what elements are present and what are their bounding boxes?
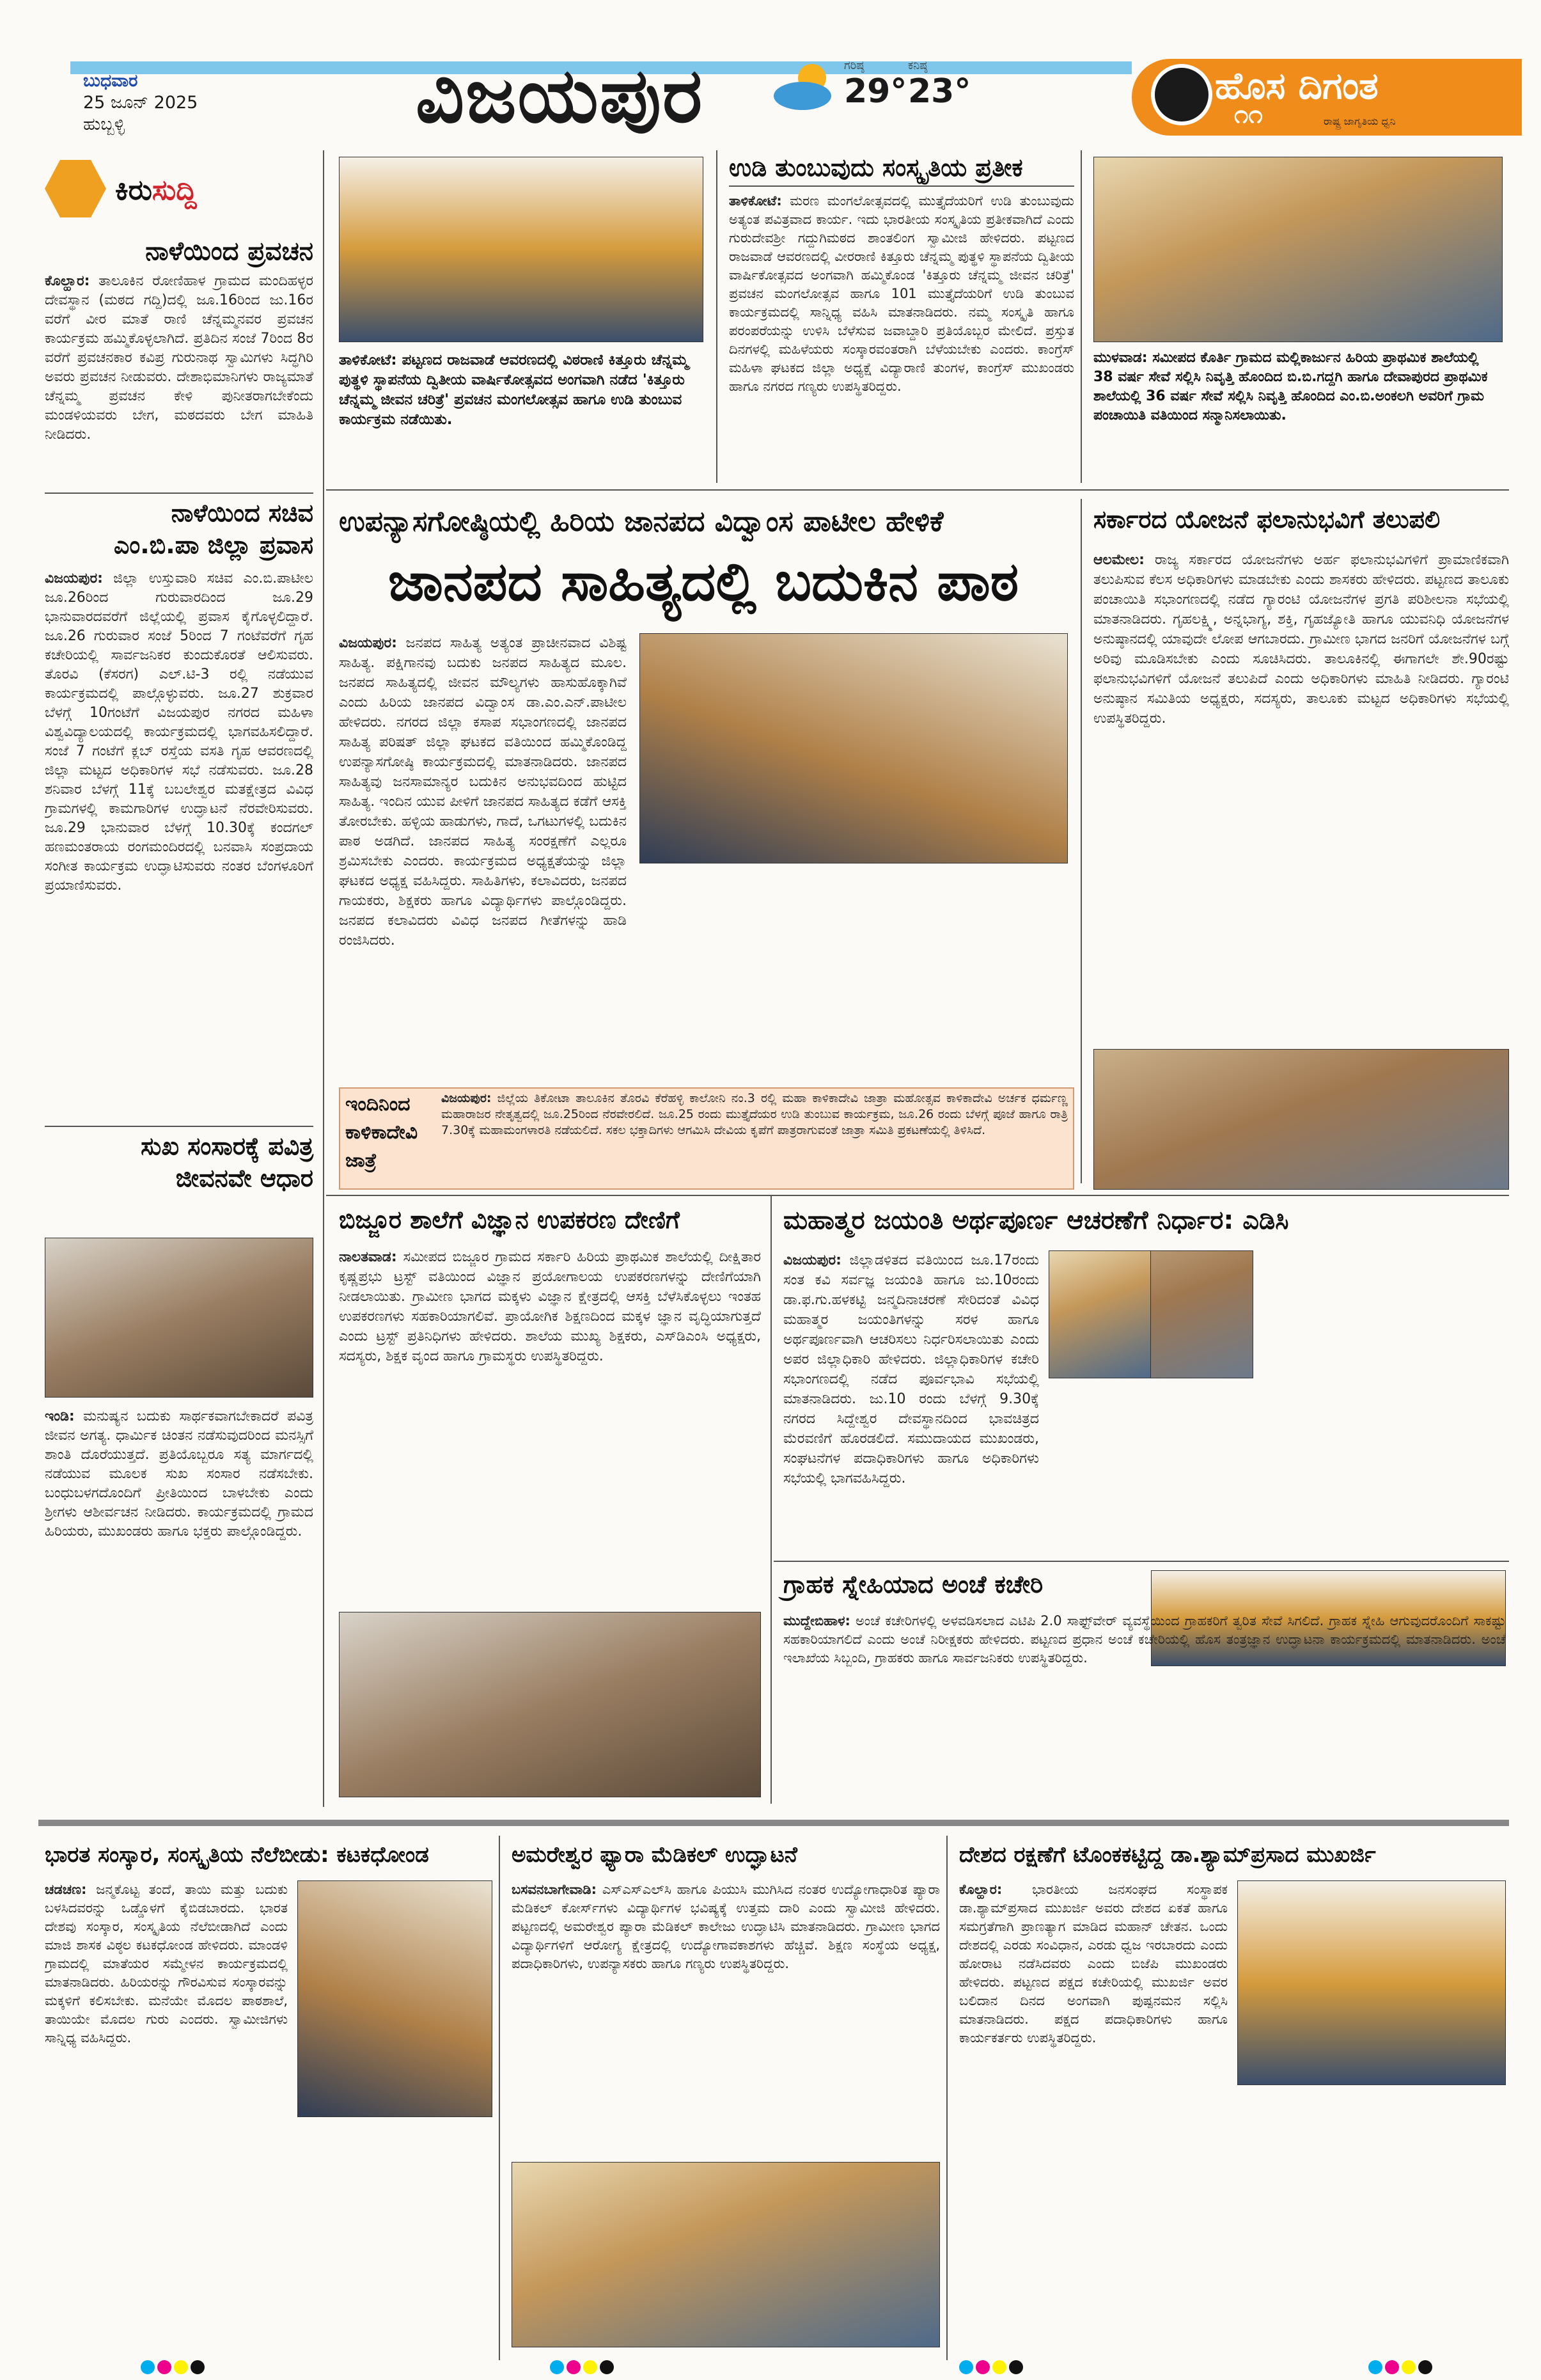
max-temp-value: 29° <box>844 72 907 111</box>
bijjur-dateline: ನಾಲತವಾಡ: <box>339 1249 397 1265</box>
column-rule <box>1081 150 1082 483</box>
brand-tagline: ರಾಷ್ಟ್ರ ಜಾಗೃತಿಯ ಧ್ವನಿ <box>1324 115 1396 127</box>
kaladevi-title-2: ಕಾಳಿಕಾದೇವಿ <box>345 1121 418 1144</box>
page-title: ವಿಜಯಪುರ <box>416 51 704 139</box>
min-temp-label: ಕನಿಷ್ಠ <box>908 59 928 72</box>
bijjur-photo <box>339 1612 761 1797</box>
divider <box>326 1195 1509 1196</box>
brand-emblem-icon <box>1151 64 1212 125</box>
mahatmara-photo-2 <box>1049 1250 1151 1378</box>
black-dot-icon <box>1009 2360 1023 2374</box>
udi-dateline: ತಾಳಿಕೋಟೆ: <box>729 193 782 209</box>
cyan-dot-icon <box>550 2360 564 2374</box>
kiru-item-3-headline-2: ಜೀವನವೇ ಆಧಾರ <box>175 1164 313 1192</box>
mulwad-caption: ಮುಳವಾಡ: ಸಮೀಪದ ಕೊರ್ತಿ ಗ್ರಾಮದ ಮಲ್ಲಿಕಾರ್ಜುನ ಹಿರಿಯ ಪ್ರಾಥಮಿಕ ಶಾಲೆಯಲ್ಲಿ 38 ವರ್ಷ ಸೇವೆ ಸಲ್ಲಿಸಿ ನಿವೃತ್ತಿ ಹೊಂದಿದ ಬಿ.ಬಿ.ಗದ್ದಗಿ ಹಾಗೂ ದೇವಾಪುರದ ಪ್ರಾಥಮಿಕ ಶಾಲೆಯಲ್ಲಿ 36 ವರ್ಷ ಸೇವೆ ಸಲ್ಲಿಸಿ ನಿವೃತ್ತಿ ಹೊಂದಿದ ಎಂ.ಬಿ.ಅಂಕಲಗಿ ಅವರಿಗೆ ಗ್ರಾಮ ಪಂಚಾಯಿತಿ ವತಿಯಿಂದ ಸನ್ಮಾನಿಸಲಾಯಿತು. <box>1093 350 1488 423</box>
divider <box>45 1126 313 1127</box>
bijjur-body <box>339 1247 761 1605</box>
talikote-photo-caption: ತಾಳಿಕೋಟೆ: ಪಟ್ಟಣದ ರಾಜವಾಡೆ ಆವರಣದಲ್ಲಿ ವಿಠರಾಣಿ ಕಿತ್ತೂರು ಚೆನ್ನಮ್ಮ ಪುತ್ಥಳಿ ಸ್ಥಾಪನೆಯ ದ್ವಿತೀಯ ವಾರ್ಷಿಕೋತ್ಸವದ ಅಂಗವಾಗಿ ನಡೆದ 'ಕಿತ್ತೂರು ಚೆನ್ನಮ್ಮ ಜೀವನ ಚರಿತ್ರೆ' ಪ್ರವಚನ ಮಂಗಲೋತ್ಸವ ಹಾಗೂ ಉಡಿ ತುಂಬುವ ಕಾರ್ಯಕ್ರಮ ನಡೆಯಿತು. <box>339 352 689 428</box>
shyama-headline: ದೇಶದ ರಕ್ಷಣೆಗೆ ಟೊಂಕಕಟ್ಟಿದ್ದ ಡಾ.ಶ್ಯಾಮ್‌ಪ್ರಸಾದ ಮುಖರ್ಜಿ <box>959 1842 1376 1868</box>
bharata-body <box>45 1880 288 2354</box>
yellow-dot-icon <box>1402 2360 1416 2374</box>
kiru-item-3-photo <box>45 1238 313 1398</box>
kiru-item-2-dateline: ವಿಜಯಪುರ: <box>45 571 103 587</box>
shyama-dateline: ಕೊಲ್ಹಾರ: <box>959 1882 1003 1897</box>
column-rule <box>770 1196 772 1804</box>
kiru-item-2-text: ಜಿಲ್ಲಾ ಉಸ್ತುವಾರಿ ಸಚಿವ ಎಂ.ಬಿ.ಪಾಟೀಲ ಜೂ.26ರಿಂದ ಗುರುವಾರದಿಂದ ಜೂ.29 ಭಾನುವಾರದವರೆಗೆ ಜಿಲ್ಲೆಯಲ್ಲಿ ಪ್ರವಾಸ ಕೈಗೊಳ್ಳಲಿದ್ದಾರೆ. ಜೂ.26 ಗುರುವಾರ ಸಂಜೆ 5ರಿಂದ 7 ಗಂಟೆವರೆಗೆ ಗೃಹ ಕಚೇರಿಯಲ್ಲಿ ಸಾರ್ವಜನಿಕರ ಕುಂದುಕೊರತೆ ಆಲಿಸುವರು. ತೊರವಿ (ಕೆಸರಗ) ಎಲ್.ಟಿ-3 ರಲ್ಲಿ ನಡೆಯುವ ಕಾರ್ಯಕ್ರಮದಲ್ಲಿ ಪಾಲ್ಗೊಳ್ಳುವರು. ಜೂ.27 ಶುಕ್ರವಾರ ಬೆಳಗ್ಗೆ 10ಗಂಟೆಗೆ ವಿಜಯಪುರ ನಗರದ ಮಹಿಳಾ ವಿಶ್ವವಿದ್ಯಾಲಯದಲ್ಲಿ ಕಾರ್ಯಕ್ರಮದಲ್ಲಿ ಭಾಗವಹಿಸಲಿದ್ದಾರೆ. ಸಂಜೆ 7 ಗಂಟೆಗೆ ಕ್ಲಬ್ ರಸ್ತೆಯ ವಸತಿ ಗೃಹ ಆವರಣದಲ್ಲಿ ಜಿಲ್ಲಾ ಮಟ್ಟದ ಅಧಿಕಾರಿಗಳ ಸಭೆ ನಡೆಸುವರು. ಜೂ.28 ಶನಿವಾರ ಬೆಳಗ್ಗೆ 11ಕ್ಕೆ ಬಬಲೇಶ್ವರ ಮತಕ್ಷೇತ್ರದ ವಿವಿಧ ಗ್ರಾಮಗಳಲ್ಲಿ ಕಾಮಗಾರಿಗಳ ಉದ್ಘಾಟನೆ ನೆರವೇರಿಸುವರು. ಜೂ.29 ಭಾನುವಾರ ಬೆಳಗ್ಗೆ 10.30ಕ್ಕೆ ಕಂದಗಲ್ ಹಣಮಂತರಾಯ ರಂಗಮಂದಿರದಲ್ಲಿ ಬನವಾಸಿ ಸಂಪ್ರದಾಯ ಸಂಗೀತ ಕಾರ್ಯಕ್ರಮ ಉದ್ಘಾಟಿಸುವರು ನಂತರ ಬೆಂಗಳೂರಿಗೆ ಪ್ರಯಾಣಿಸುವರು. <box>45 571 313 894</box>
amareshwar-text: ಎಸ್‌ಎಸ್‌ಎಲ್‌ಸಿ ಹಾಗೂ ಪಿಯುಸಿ ಮುಗಿಸಿದ ನಂತರ ಉದ್ಯೋಗಾಧಾರಿತ ಪ್ಯಾರಾ ಮೆಡಿಕಲ್ ಕೋರ್ಸ್‌ಗಳು ವಿದ್ಯಾರ್ಥಿಗಳ ಭವಿಷ್ಯಕ್ಕೆ ಉತ್ತಮ ದಾರಿ ಎಂದು ಸ್ವಾಮೀಜಿ ಹೇಳಿದರು. ಪಟ್ಟಣದಲ್ಲಿ ಅಮರೇಶ್ವರ ಪ್ಯಾರಾ ಮೆಡಿಕಲ್ ಕಾಲೇಜು ಉದ್ಘಾಟಿಸಿ ಮಾತನಾಡಿದರು. ಗ್ರಾಮೀಣ ಭಾಗದ ವಿದ್ಯಾರ್ಥಿಗಳಿಗೆ ಆರೋಗ್ಯ ಕ್ಷೇತ್ರದಲ್ಲಿ ಉದ್ಯೋಗಾವಕಾಶಗಳು ಹೆಚ್ಚಿವೆ. ಶಿಕ್ಷಣ ಸಂಸ್ಥೆಯ ಅಧ್ಯಕ್ಷ, ಪದಾಧಿಕಾರಿಗಳು, ಉಪನ್ಯಾಸಕರು ಹಾಗೂ ಗಣ್ಯರು ಉಪಸ್ಥಿತರಿದ್ದರು. <box>512 1882 940 1971</box>
amareshwar-photo <box>512 2162 940 2347</box>
kaladevi-text: ಜಿಲ್ಲೆಯ ತಿಕೋಟಾ ತಾಲೂಕಿನ ತೊರವಿ ಕೆರೆಹಳ್ಳಿ ಕಾಲೋನಿ ನಂ.3 ರಲ್ಲಿ ಮಹಾ ಕಾಳಿಕಾದೇವಿ ಜಾತ್ರಾ ಮಹೋತ್ಸವ ಕಾಳಿಕಾದೇವಿ ಅರ್ಚಕ ಧರ್ಮಣ್ಣ ಮಹಾರಾಜರ ನೇತೃತ್ವದಲ್ಲಿ ಜೂ.25ರಿಂದ ನೆರವೇರಲಿದೆ. ಜೂ.25 ರಂದು ಮುತ್ತೈದೆಯರ ಉಡಿ ತುಂಬುವ ಕಾರ್ಯಕ್ರಮ, ಜೂ.26 ರಂದು ಬೆಳಗ್ಗೆ ಪೂಜೆ ಹಾಗೂ ರಾತ್ರಿ 7.30ಕ್ಕೆ ಮಹಾಮಂಗಳಾರತಿ ನಡೆಯಲಿದೆ. ಸಕಲ ಭಕ್ತಾದಿಗಳು ಆಗಮಿಸಿ ದೇವಿಯ ಕೃಪೆಗೆ ಪಾತ್ರರಾಗುವಂತೆ ಜಾತ್ರಾ ಸಮಿತಿ ಪ್ರಕಟಣೆಯಲ್ಲಿ ತಿಳಿಸಿದೆ. <box>441 1091 1068 1137</box>
sarkara-body <box>1093 550 1509 1049</box>
registration-marks <box>550 2360 616 2377</box>
kiru-item-3-body <box>45 1407 313 1804</box>
kiru-item-3-headline-1: ಸುಖ ಸಂಸಾರಕ್ಕೆ ಪವಿತ್ರ <box>141 1132 313 1160</box>
registration-marks <box>1368 2360 1435 2377</box>
kiru-item-3-dateline: ಇಂಡಿ: <box>45 1408 75 1424</box>
udi-body <box>729 192 1074 480</box>
column-rule <box>323 150 324 1807</box>
magenta-dot-icon <box>567 2360 581 2374</box>
kaladevi-title-1: ಇಂದಿನಿಂದ <box>345 1093 411 1115</box>
shyama-body <box>959 1880 1228 2354</box>
kaladevi-dateline: ವಿಜಯಪುರ: <box>441 1091 492 1105</box>
udi-headline: ಉಡಿ ತುಂಬುವುದು ಸಂಸ್ಕೃತಿಯ ಪ್ರತೀಕ <box>729 154 1023 182</box>
black-dot-icon <box>191 2360 205 2374</box>
sarkara-photo <box>1093 1049 1509 1190</box>
amareshwar-dateline: ಬಸವನಬಾಗೇವಾಡಿ: <box>512 1882 597 1897</box>
amareshwar-headline: ಅಮರೇಶ್ವರ ಫ್ಯಾರಾ ಮೆಡಿಕಲ್ ಉದ್ಘಾಟನೆ <box>512 1842 797 1868</box>
magenta-dot-icon <box>1385 2360 1399 2374</box>
kiru-item-2-body <box>45 569 313 1119</box>
divider <box>729 185 1074 187</box>
janapada-text: ಜನಪದ ಸಾಹಿತ್ಯ ಅತ್ಯಂತ ಪ್ರಾಚೀನವಾದ ವಿಶಿಷ್ಟ ಸಾಹಿತ್ಯ. ಪಕ್ಷಿಗಾನವು ಬದುಕು ಜನಪದ ಸಾಹಿತ್ಯದ ಮೂಲ. ಜನಪದ ಸಾಹಿತ್ಯದಲ್ಲಿ ಜೀವನ ಮೌಲ್ಯಗಳು ಹಾಸುಹೊಕ್ಕಾಗಿವೆ ಎಂದು ಹಿರಿಯ ಜಾನಪದ ವಿದ್ವಾಂಸ ಡಾ.ಎಂ.ಎನ್.ಪಾಟೀಲ ಹೇಳಿದರು. ನಗರದ ಜಿಲ್ಲಾ ಕಸಾಪ ಸಭಾಂಗಣದಲ್ಲಿ ಜಾನಪದ ಸಾಹಿತ್ಯ ಪರಿಷತ್ ಜಿಲ್ಲಾ ಘಟಕದ ವತಿಯಿಂದ ಹಮ್ಮಿಕೊಂಡಿದ್ದ ಉಪನ್ಯಾಸಗೋಷ್ಠಿ ಕಾರ್ಯಕ್ರಮದಲ್ಲಿ ಮಾತನಾಡಿದರು. ಜಾನಪದ ಸಾಹಿತ್ಯವು ಜನಸಾಮಾನ್ಯರ ಬದುಕಿನ ಅನುಭವದಿಂದ ಹುಟ್ಟಿದ ಸಾಹಿತ್ಯ. ಇಂದಿನ ಯುವ ಪೀಳಿಗೆ ಜಾನಪದ ಸಾಹಿತ್ಯದ ಕಡೆಗೆ ಆಸಕ್ತಿ ತೋರಬೇಕು. ಹಳ್ಳಿಯ ಹಾಡುಗಳು, ಗಾದೆ, ಒಗಟುಗಳಲ್ಲಿ ಬದುಕಿನ ಪಾಠ ಅಡಗಿದೆ. ಜಾನಪದ ಸಾಹಿತ್ಯ ಸಂರಕ್ಷಣೆಗೆ ಎಲ್ಲರೂ ಶ್ರಮಿಸಬೇಕು ಎಂದರು. ಕಾರ್ಯಕ್ರಮದ ಅಧ್ಯಕ್ಷತೆಯನ್ನು ಜಿಲ್ಲಾ ಘಟಕದ ಅಧ್ಯಕ್ಷ ವಹಿಸಿದ್ದರು. ಸಾಹಿತಿಗಳು, ಕಲಾವಿದರು, ಜನಪದ ಗಾಯಕರು, ಶಿಕ್ಷಕರು ಹಾಗೂ ವಿದ್ಯಾರ್ಥಿಗಳು ಪಾಲ್ಗೊಂಡಿದ್ದರು. ಜನಪದ ಕಲಾವಿದರು ವಿವಿಧ ಜನಪದ ಗೀತೆಗಳನ್ನು ಹಾಡಿ ರಂಜಿಸಿದರು. <box>339 635 627 949</box>
kirusuddi-label-a: ಕಿರು <box>115 174 152 207</box>
bharata-text: ಜನ್ಮಕೊಟ್ಟ ತಂದೆ, ತಾಯಿ ಮತ್ತು ಬದುಕು ಬಳಸಿದವರನ್ನು ಒಡ್ಡೊಳಗೆ ಕೈಬಿಡಬಾರದು. ಭಾರತ ದೇಶವು ಸಂಸ್ಕಾರ, ಸಂಸ್ಕೃತಿಯ ನೆಲೆಬೀಡಾಗಿದೆ ಎಂದು ಮಾಜಿ ಶಾಸಕ ವಿಠ್ಠಲ ಕಟಕಧೋಂಡ ಹೇಳಿದರು. ಮಾಂಡಳಿ ಗ್ರಾಮದಲ್ಲಿ ಮಾತೆಯರ ಸಮ್ಮೇಳನ ಕಾರ್ಯಕ್ರಮದಲ್ಲಿ ಮಾತನಾಡಿದರು. ಹಿರಿಯರನ್ನು ಗೌರವಿಸುವ ಸಂಸ್ಕಾರವನ್ನು ಮಕ್ಕಳಿಗೆ ಕಲಿಸಬೇಕು. ಮನೆಯೇ ಮೊದಲ ಪಾಠಶಾಲೆ, ತಾಯಿಯೇ ಮೊದಲ ಗುರು ಎಂದರು. ಸ್ವಾಮೀಜಿಗಳು ಸಾನ್ನಿಧ್ಯ ವಹಿಸಿದ್ದರು. <box>45 1882 288 2045</box>
kaladevi-body <box>441 1091 1068 1186</box>
divider <box>326 489 1509 491</box>
black-dot-icon <box>1418 2360 1432 2374</box>
bijjur-headline: ಬಿಜ್ಜೂರ ಶಾಲೆಗೆ ವಿಜ್ಞಾನ ಉಪಕರಣ ದೇಣಿಗೆ <box>339 1206 680 1234</box>
date-block <box>83 70 198 136</box>
grahaka-headline: ಗ್ರಾಹಕ ಸ್ನೇಹಿಯಾದ ಅಂಚೆ ಕಚೇರಿ <box>783 1570 1044 1598</box>
bharata-photo <box>297 1880 492 2117</box>
brand-name: ಹೊಸ ದಿಗಂತ <box>1215 64 1379 107</box>
grahaka-body <box>783 1612 1506 1804</box>
sarkara-text: ರಾಜ್ಯ ಸರ್ಕಾರದ ಯೋಜನೆಗಳು ಅರ್ಹ ಫಲಾನುಭವಿಗಳಿಗೆ ಪ್ರಾಮಾಣಿಕವಾಗಿ ತಲುಪಿಸುವ ಕೆಲಸ ಅಧಿಕಾರಿಗಳು ಮಾಡಬೇಕು ಎಂದು ಶಾಸಕರು ಹೇಳಿದರು. ಪಟ್ಟಣದ ತಾಲೂಕು ಪಂಚಾಯಿತಿ ಸಭಾಂಗಣದಲ್ಲಿ ನಡೆದ ಗ್ಯಾರಂಟಿ ಯೋಜನೆಗಳ ಪ್ರಗತಿ ಪರಿಶೀಲನಾ ಸಭೆಯಲ್ಲಿ ಮಾತನಾಡಿದರು. ಗೃಹಲಕ್ಷ್ಮಿ, ಅನ್ನಭಾಗ್ಯ, ಶಕ್ತಿ, ಗೃಹಜ್ಯೋತಿ ಹಾಗೂ ಯುವನಿಧಿ ಯೋಜನೆಗಳ ಅನುಷ್ಠಾನದಲ್ಲಿ ಯಾವುದೇ ಲೋಪ ಆಗಬಾರದು. ಗ್ರಾಮೀಣ ಭಾಗದ ಜನರಿಗೆ ಯೋಜನೆಗಳ ಬಗ್ಗೆ ಅರಿವು ಮೂಡಿಸಬೇಕು ಎಂದು ಸೂಚಿಸಿದರು. ತಾಲೂಕಿನಲ್ಲಿ ಈಗಾಗಲೇ ಶೇ.90ರಷ್ಟು ಫಲಾನುಭವಿಗಳಿಗೆ ಯೋಜನೆ ತಲುಪಿದೆ ಎಂದು ಅಧಿಕಾರಿಗಳು ಮಾಹಿತಿ ನೀಡಿದರು. ಗ್ಯಾರಂಟಿ ಅನುಷ್ಠಾನ ಸಮಿತಿಯ ಅಧ್ಯಕ್ಷರು, ಸದಸ್ಯರು, ತಾಲೂಕು ಮಟ್ಟದ ಅಧಿಕಾರಿಗಳು ಸಭೆಯಲ್ಲಿ ಉಪಸ್ಥಿತರಿದ್ದರು. <box>1093 552 1509 727</box>
day-label: ಬುಧವಾರ <box>83 71 138 91</box>
kiru-item-1-headline: ನಾಳೆಯಿಂದ ಪ್ರವಚನ <box>145 237 313 266</box>
janapada-headline: ಜಾನಪದ ಸಾಹಿತ್ಯದಲ್ಲಿ ಬದುಕಿನ ಪಾಠ <box>387 550 1019 613</box>
kiru-item-1-body <box>45 272 313 489</box>
kaladevi-title-3: ಜಾತ್ರೆ <box>345 1149 377 1172</box>
kiru-item-2-headline-1: ನಾಳೆಯಿಂದ ಸಚಿವ <box>171 499 313 527</box>
kiru-item-2-headline-2: ಎಂ.ಬಿ.ಪಾ ಜಿಲ್ಲಾ ಪ್ರವಾಸ <box>114 531 313 559</box>
kirusuddi-label <box>115 174 197 207</box>
amareshwar-body <box>512 1880 940 2155</box>
brand-issue: ೧೧ <box>1234 100 1263 129</box>
janapada-photo <box>639 633 1068 863</box>
weather-cloud-icon <box>767 58 844 115</box>
janapada-body <box>339 633 627 1030</box>
min-temp-value: 23° <box>908 72 971 111</box>
grahaka-text: ಅಂಚೆ ಕಚೇರಿಗಳಲ್ಲಿ ಅಳವಡಿಸಲಾದ ಎಟಿಪಿ 2.0 ಸಾಫ್ಟ್‌ವೇರ್ ವ್ಯವಸ್ಥೆಯಿಂದ ಗ್ರಾಹಕರಿಗೆ ತ್ವರಿತ ಸೇವೆ ಸಿಗಲಿದೆ. ಗ್ರಾಹಕ ಸ್ನೇಹಿ ಆಗುವುದರೊಂದಿಗೆ ಸಾಕಷ್ಟು ಸಹಕಾರಿಯಾಗಲಿದೆ ಎಂದು ಅಂಚೆ ನಿರೀಕ್ಷಕರು ಹೇಳಿದರು. ಪಟ್ಟಣದ ಪ್ರಧಾನ ಅಂಚೆ ಕಚೇರಿಯಲ್ಲಿ ಹೊಸ ತಂತ್ರಜ್ಞಾನ ಉದ್ಘಾಟನಾ ಕಾರ್ಯಕ್ರಮದಲ್ಲಿ ಮಾತನಾಡಿದರು. ಅಂಚೆ ಇಲಾಖೆಯ ಸಿಬ್ಬಂದಿ, ಗ್ರಾಹಕರು ಹಾಗೂ ಸಾರ್ವಜನಿಕರು ಉಪಸ್ಥಿತರಿದ್ದರು. <box>783 1613 1506 1666</box>
grahaka-dateline: ಮುದ್ದೇಬಿಹಾಳ: <box>783 1613 850 1628</box>
kiru-item-1-dateline: ಕೊಲ್ಹಾರ: <box>45 273 90 289</box>
cyan-dot-icon <box>959 2360 973 2374</box>
yellow-dot-icon <box>174 2360 188 2374</box>
kiru-item-1-text: ತಾಲೂಕಿನ ರೋಣಿಹಾಳ ಗ್ರಾಮದ ಮಂದಿಹಳ್ಳರ ದೇವಸ್ಥಾನ (ಮಠದ ಗದ್ದಿ)ದಲ್ಲಿ ಜೂ.16ರಿಂದ ಜು.16ರ ವರೆಗೆ ವೀರ ಮಾತೆ ರಾಣಿ ಚೆನ್ನಮ್ಮನವರ ಪ್ರವಚನ ಕಾರ್ಯಕ್ರಮ ಹಮ್ಮಿಕೊಳ್ಳಲಾಗಿದೆ. ಪ್ರತಿದಿನ ಸಂಜೆ 7ರಿಂದ 8ರ ವರೆಗೆ ಪ್ರವಚನಕಾರ ಕವಿಪ್ರ ಗುರುನಾಥ ಸ್ವಾಮಿಗಳು ಸಿದ್ಧಗಿರಿ ಅವರು ಪ್ರವಚನ ನೀಡುವರು. ದೇಶಾಭಿಮಾನಿಗಳು ರಾಜ್ಯಮಾತೆ ಚೆನ್ನಮ್ಮ ಪ್ರವಚನ ಕೇಳಿ ಪುನೀತರಾಗಬೇಕೆಂದು ಮಂಡಳಿಯವರು ಬೇಗ, ಮಠದವರು ಬೇಗ ಮಾಹಿತಿ ನೀಡಿದರು. <box>45 273 313 443</box>
mahatmara-dateline: ವಿಜಯಪುರ: <box>783 1252 841 1268</box>
masthead <box>0 0 1541 139</box>
registration-marks <box>141 2360 207 2377</box>
page-label: ಹುಬ್ಬಳ್ಳಿ <box>83 114 125 134</box>
sarkara-dateline: ಆಲಮೇಲ: <box>1093 552 1145 568</box>
sarkara-headline: ಸರ್ಕಾರದ ಯೋಜನೆ ಫಲಾನುಭವಿಗೆ ತಲುಪಲಿ <box>1093 505 1441 533</box>
cyan-dot-icon <box>1368 2360 1382 2374</box>
udi-text: ಮರಣ ಮಂಗಲೋತ್ಸವದಲ್ಲಿ ಮುತ್ತೈದೆಯರಿಗೆ ಉಡಿ ತುಂಬುವುದು ಅತ್ಯಂತ ಪವಿತ್ರವಾದ ಕಾರ್ಯ. ಇದು ಭಾರತೀಯ ಸಂಸ್ಕೃತಿಯ ಪ್ರತೀಕವಾಗಿದೆ ಎಂದು ಗುರುದೇವಶ್ರೀ ಗದ್ದುಗಿಮಠದ ಶಾಂತಲಿಂಗ ಸ್ವಾಮೀಜಿ ಹೇಳಿದರು. ಪಟ್ಟಣದ ರಾಜವಾಡೆ ಆವರಣದಲ್ಲಿ ವೀರರಾಣಿ ಕಿತ್ತೂರು ಚೆನ್ನಮ್ಮ ಪುತ್ಥಳಿ ಸ್ಥಾಪನೆಯ ದ್ವಿತೀಯ ವಾರ್ಷಿಕೋತ್ಸವದ ಅಂಗವಾಗಿ ಹಮ್ಮಿಕೊಂಡ 'ಕಿತ್ತೂರು ಚೆನ್ನಮ್ಮ ಜೀವನ ಚರಿತ್ರೆ' ಪ್ರವಚನ ಮಂಗಲೋತ್ಸವ ಹಾಗೂ 101 ಮುತ್ತೈದೆಯರಿಗೆ ಉಡಿ ತುಂಬುವ ಕಾರ್ಯಕ್ರಮದಲ್ಲಿ ಸಾನ್ನಿಧ್ಯ ವಹಿಸಿ ಮಾತನಾಡಿದರು. ನಮ್ಮ ಸಂಸ್ಕೃತಿ ಹಾಗೂ ಪರಂಪರೆಯನ್ನು ಉಳಿಸಿ ಬೆಳೆಸುವ ಜವಾಬ್ದಾರಿ ಪ್ರತಿಯೊಬ್ಬರ ಮೇಲಿದೆ. ಪ್ರಸ್ತುತ ದಿನಗಳಲ್ಲಿ ಮಹಿಳೆಯರು ಸಂಸ್ಕಾರವಂತರಾಗಿ ಬೆಳೆಯಬೇಕು ಎಂದರು. ಕಾಂಗ್ರೆಸ್ ಮಹಿಳಾ ಘಟಕದ ಜಿಲ್ಲಾ ಅಧ್ಯಕ್ಷೆ ವಿದ್ಯಾರಾಣಿ ತುಂಗಳ, ಕಾಂಗ್ರೆಸ್ ಮುಖಂಡರು ಹಾಗೂ ನಗರದ ಗಣ್ಯರು ಉಪಸ್ಥಿತರಿದ್ದರು. <box>729 193 1074 394</box>
min-temp <box>908 59 971 111</box>
kiru-item-3-text: ಮನುಷ್ಯನ ಬದುಕು ಸಾರ್ಥಕವಾಗಬೇಕಾದರೆ ಪವಿತ್ರ ಜೀವನ ಅಗತ್ಯ. ಧಾರ್ಮಿಕ ಚಿಂತನ ನಡೆಸುವುದರಿಂದ ಮನಸ್ಸಿಗೆ ಶಾಂತಿ ದೊರೆಯುತ್ತದೆ. ಪ್ರತಿಯೊಬ್ಬರೂ ಸತ್ಯ ಮಾರ್ಗದಲ್ಲಿ ನಡೆಯುವ ಮೂಲಕ ಸುಖ ಸಂಸಾರ ನಡೆಸಬೇಕು. ಬಂಧುಬಳಗದೊಂದಿಗೆ ಪ್ರೀತಿಯಿಂದ ಬಾಳಬೇಕು ಎಂದು ಶ್ರೀಗಳು ಆಶೀರ್ವಚನ ನೀಡಿದರು. ಕಾರ್ಯಕ್ರಮದಲ್ಲಿ ಗ್ರಾಮದ ಹಿರಿಯರು, ಮುಖಂಡರು ಹಾಗೂ ಭಕ್ತರು ಪಾಲ್ಗೊಂಡಿದ್ದರು. <box>45 1408 313 1540</box>
column-rule <box>499 1836 500 2360</box>
divider <box>774 1561 1509 1562</box>
kirusuddi-icon <box>45 160 106 217</box>
bijjur-text: ಸಮೀಪದ ಬಿಜ್ಜೂರ ಗ್ರಾಮದ ಸರ್ಕಾರಿ ಹಿರಿಯ ಪ್ರಾಥಮಿಕ ಶಾಲೆಯಲ್ಲಿ ದೀಕ್ಷಿತಾರ ಕೃಷ್ಣಪ್ರಭು ಟ್ರಸ್ಟ್ ವತಿಯಿಂದ ವಿಜ್ಞಾನ ಪ್ರಯೋಗಾಲಯ ಉಪಕರಣಗಳನ್ನು ದೇಣಿಗೆಯಾಗಿ ನೀಡಲಾಯಿತು. ಗ್ರಾಮೀಣ ಭಾಗದ ಮಕ್ಕಳು ವಿಜ್ಞಾನ ಕ್ಷೇತ್ರದಲ್ಲಿ ಆಸಕ್ತಿ ಬೆಳೆಸಿಕೊಳ್ಳಲು ಇಂತಹ ಉಪಕರಣಗಳು ಸಹಕಾರಿಯಾಗಲಿವೆ. ಪ್ರಾಯೋಗಿಕ ಶಿಕ್ಷಣದಿಂದ ಮಕ್ಕಳ ಜ್ಞಾನ ವೃದ್ಧಿಯಾಗುತ್ತದೆ ಎಂದು ಟ್ರಸ್ಟ್ ಪ್ರತಿನಿಧಿಗಳು ಹೇಳಿದರು. ಶಾಲೆಯ ಮುಖ್ಯ ಶಿಕ್ಷಕರು, ಎಸ್‌ಡಿಎಂಸಿ ಅಧ್ಯಕ್ಷರು, ಸದಸ್ಯರು, ಶಿಕ್ಷಕ ವೃಂದ ಹಾಗೂ ಗ್ರಾಮಸ್ಥರು ಉಪಸ್ಥಿತರಿದ್ದರು. <box>339 1249 761 1364</box>
shyama-photo <box>1237 1880 1506 2085</box>
registration-marks <box>959 2360 1026 2377</box>
magenta-dot-icon <box>976 2360 990 2374</box>
max-temp <box>844 59 907 111</box>
black-dot-icon <box>600 2360 614 2374</box>
mahatmara-body <box>783 1250 1039 1557</box>
kaladevi-title <box>345 1091 435 1175</box>
yellow-dot-icon <box>583 2360 597 2374</box>
bharata-dateline: ಚಡಚಣ: <box>45 1882 87 1897</box>
date-label: 25 ಜೂನ್ 2025 <box>83 93 198 113</box>
janapada-dateline: ವಿಜಯಪುರ: <box>339 635 397 651</box>
max-temp-label: ಗರಿಷ್ಠ <box>844 59 864 72</box>
mahatmara-headline: ಮಹಾತ್ಮರ ಜಯಂತಿ ಅರ್ಥಪೂರ್ಣ ಆಚರಣೆಗೆ ನಿರ್ಧಾರ: ಎಡಿಸಿ <box>783 1206 1289 1235</box>
mahatmara-text: ಜಿಲ್ಲಾಡಳಿತದ ವತಿಯಿಂದ ಜೂ.17ರಂದು ಸಂತ ಕವಿ ಸರ್ವಜ್ಞ ಜಯಂತಿ ಹಾಗೂ ಜು.10ರಂದು ಡಾ.ಫ.ಗು.ಹಳಕಟ್ಟಿ ಜನ್ಮದಿನಾಚರಣೆ ಸೇರಿದಂತೆ ವಿವಿಧ ಮಹಾತ್ಮರ ಜಯಂತಿಗಳನ್ನು ಸರಳ ಹಾಗೂ ಅರ್ಥಪೂರ್ಣವಾಗಿ ಆಚರಿಸಲು ನಿರ್ಧರಿಸಲಾಯಿತು ಎಂದು ಅಪರ ಜಿಲ್ಲಾಧಿಕಾರಿ ಹೇಳಿದರು. ಜಿಲ್ಲಾಧಿಕಾರಿಗಳ ಕಚೇರಿ ಸಭಾಂಗಣದಲ್ಲಿ ನಡೆದ ಪೂರ್ವಭಾವಿ ಸಭೆಯಲ್ಲಿ ಮಾತನಾಡಿದರು. ಜು.10 ರಂದು ಬೆಳಗ್ಗೆ 9.30ಕ್ಕೆ ನಗರದ ಸಿದ್ದೇಶ್ವರ ದೇವಸ್ಥಾನದಿಂದ ಭಾವಚಿತ್ರದ ಮೆರವಣಿಗೆ ಹೊರಡಲಿದೆ. ಸಮುದಾಯದ ಮುಖಂಡರು, ಸಂಘಟನೆಗಳ ಪದಾಧಿಕಾರಿಗಳು ಹಾಗೂ ಅಧಿಕಾರಿಗಳು ಸಭೆಯಲ್ಲಿ ಭಾಗವಹಿಸಿದ್ದರು. <box>783 1252 1039 1486</box>
column-rule <box>716 150 717 483</box>
column-rule <box>1081 499 1082 1183</box>
shyama-text: ಭಾರತೀಯ ಜನಸಂಘದ ಸಂಸ್ಥಾಪಕ ಡಾ.ಶ್ಯಾಮ್‌ಪ್ರಸಾದ ಮುಖರ್ಜಿ ಅವರು ದೇಶದ ಏಕತೆ ಹಾಗೂ ಸಮಗ್ರತೆಗಾಗಿ ಪ್ರಾಣತ್ಯಾಗ ಮಾಡಿದ ಮಹಾನ್ ಚೇತನ. ಒಂದು ದೇಶದಲ್ಲಿ ಎರಡು ಸಂವಿಧಾನ, ಎರಡು ಧ್ವಜ ಇರಬಾರದು ಎಂದು ಹೋರಾಟ ನಡೆಸಿದವರು ಎಂದು ಬಿಜೆಪಿ ಮುಖಂಡರು ಹೇಳಿದರು. ಪಟ್ಟಣದ ಪಕ್ಷದ ಕಚೇರಿಯಲ್ಲಿ ಮುಖರ್ಜಿ ಅವರ ಬಲಿದಾನ ದಿನದ ಅಂಗವಾಗಿ ಪುಷ್ಪನಮನ ಸಲ್ಲಿಸಿ ಮಾತನಾಡಿದರು. ಪಕ್ಷದ ಪದಾಧಿಕಾರಿಗಳು ಹಾಗೂ ಕಾರ್ಯಕರ್ತರು ಉಪಸ್ಥಿತರಿದ್ದರು. <box>959 1882 1228 2045</box>
column-rule <box>946 1836 948 2360</box>
janapada-kicker: ಉಪನ್ಯಾಸಗೋಷ್ಠಿಯಲ್ಲಿ ಹಿರಿಯ ಜಾನಪದ ವಿದ್ವಾಂಸ ಪಾಟೀಲ ಹೇಳಿಕೆ <box>339 505 944 538</box>
magenta-dot-icon <box>157 2360 171 2374</box>
yellow-dot-icon <box>992 2360 1006 2374</box>
kirusuddi-label-b: ಸುದ್ದಿ <box>152 174 197 207</box>
section-divider <box>38 1820 1509 1826</box>
talikote-photo <box>339 157 703 342</box>
cyan-dot-icon <box>141 2360 155 2374</box>
mulwad-photo <box>1093 157 1503 342</box>
bharata-headline: ಭಾರತ ಸಂಸ್ಕಾರ, ಸಂಸ್ಕೃತಿಯ ನೆಲೆಬೀಡು: ಕಟಕಧೋಂಡ <box>45 1842 429 1868</box>
divider <box>45 493 313 494</box>
